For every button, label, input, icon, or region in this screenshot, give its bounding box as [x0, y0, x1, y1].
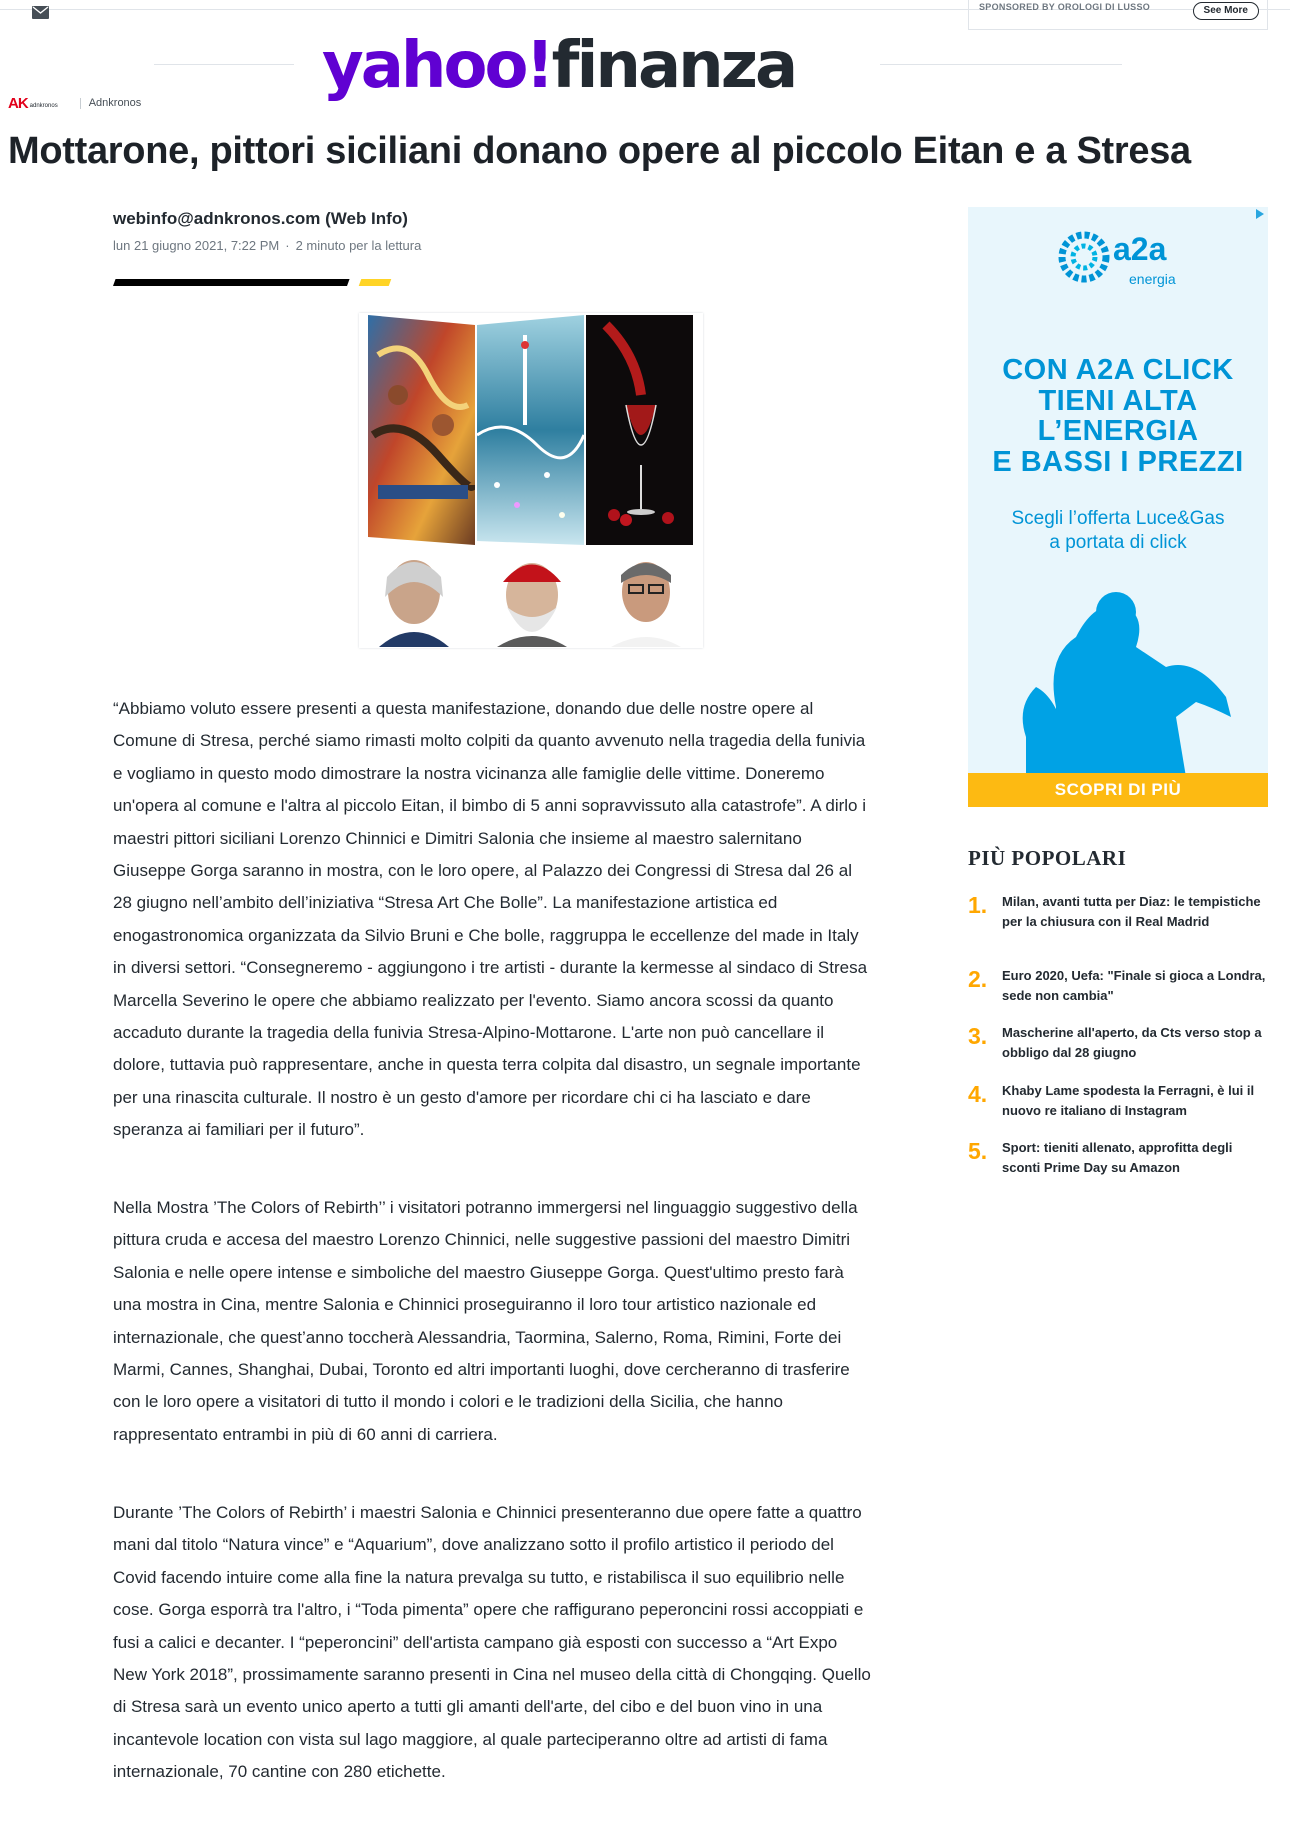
paragraph-text: Durante ’The Colors of Rebirth’ i maestri Salonia e Chinnici presenteranno due opere fatte a quattro mani dal titolo “Natura vince” e “Aquarium”, dove analizzano sotto il profilo artistico il periodo del Covid facendo intuire come alla fine la natura prevalga su tutto, e ristabilisca il suo equilibrio nelle cose. Gorga esporrà tra l'altro, i “Toda pimenta” opere che raffigurano peperoncini rossi accoppiati e fusi a calici e decanter. I “peperoncini” dell'artista campano già esposti con successo a “Art Expo New York 2018”, prossimamente saranno presenti in Cina nel museo della città di Chongqing. Quello di Stresa sarà un evento unico aperto a tutti gli amanti dell'arte, del cibo e del buon vino in una incantevole location con vista sul lago maggiore, al quale parteciperanno oltre ad artisti di fama internazionale, 70 cantine con 280 etichette. [113, 1503, 871, 1782]
logo-rule-right [880, 64, 1122, 65]
article-date: lun 21 giugno 2021, 7:22 PM [113, 238, 280, 253]
popular-title: PIÙ POPOLARI [968, 846, 1127, 870]
paragraph-text: Nella Mostra ’The Colors of Rebirth’’ i visitatori potranno immergersi nel linguaggio suggestivo della pittura cruda e accesa del maestro Lorenzo Chinnici, nelle suggestive passioni del maestro Dimitri Salonia e nelle opere intense e simboliche del maestro Giuseppe Gorga. Quest'ultimo presto farà una mostra in Cina, mentre Salonia e Chinnici proseguiranno il loro tour artistico nazionale ed internazionale, che quest’anno toccherà Alessandria, Taormina, Salerno, Roma, Rimini, Forte dei Marmi, Cannes, Shanghai, Dubai, Toronto ed altri importanti luoghi, dove cercheranno di trasferire con le loro opere a visitatori di tutto il mondo i colori e le tradizioni della Sicilia, che hanno rappresentato entrambi in più di 60 anni di carriera. [113, 1198, 858, 1444]
portrait-artist-1 [369, 547, 459, 647]
ad-headline-line: E BASSI I PREZZI [992, 445, 1244, 478]
adnkronos-logo-word: adnkronos [29, 102, 58, 109]
a2a-brand-sub: energia [1129, 271, 1176, 287]
article-source [8, 96, 141, 110]
popular-item-link[interactable]: Milan, avanti tutta per Diaz: le tempistiche per la chiusura con il Real Madrid [1002, 894, 1261, 929]
article-headline: Mottarone, pittori siciliani donano opere al piccolo Eitan e a Stresa [8, 130, 1191, 172]
ad-headline-line: L’ENERGIA [1037, 415, 1199, 447]
popular-item-link[interactable]: Sport: tieniti allenato, approfitta degli sconti Prime Day su Amazon [1002, 1140, 1233, 1175]
a2a-logo [1048, 227, 1198, 287]
popular-item-number: 4. [968, 1081, 988, 1107]
popular-item-number: 2. [968, 966, 988, 992]
ad-headline-line: CON A2A CLICK [1002, 354, 1234, 386]
paragraph-text: “Abbiamo voluto essere presenti a questa manifestazione, donando due delle nostre opere al Comune di Stresa, perché siamo rimasti molto colpiti da quanto avvenuto nella tragedia della funivia e vogliamo in questo modo dimostrare la nostra vicinanza alle famiglie delle vittime. Doneremo un'opera al comune e l'altra al piccolo Eitan, il bimbo di 5 anni sopravvissuto alla catastrofe”. A dirlo i maestri pittori siciliani Lorenzo Chinnici e Dimitri Salonia che insieme al maestro salernitano Giuseppe Gorga saranno in mostra, con le loro opere, al Palazzo dei Congressi di Stresa dal 26 al 28 giugno nell’ambito dell’iniziativa “Stresa Art Che Bolle”. La manifestazione artistica ed enogastronomica organizzata da Silvio Bruni e Che bolle, raggruppa le eccellenze del made in Italy in diversi settori. “Consegneremo - aggiungono i tre artisti - durante la kermesse al sindaco di Stresa Marcella Severino le opere che abbiamo realizzato per l'evento. Siamo ancora scossi da quanto accaduto durante la tragedia della funivia Stresa-Alpino-Mottarone. L'arte non può cancellare il dolore, tuttavia può rappresentare, anche in questa terra colpita dal disastro, un segnale importante per una rinascita culturale. Il nostro è un gesto d'amore per ricordare chi ci ha lasciato e dare speranza ai familiari per il futuro”. [113, 699, 868, 1140]
sponsored-banner[interactable] [968, 0, 1268, 30]
logo-finanza: finanza [551, 29, 796, 103]
popular-item-number: 5. [968, 1138, 988, 1164]
adnkronos-logo[interactable] [8, 95, 58, 112]
painting-sea [477, 315, 584, 545]
article-paragraph-2 [113, 1192, 873, 1451]
a2a-logo-icon [1058, 231, 1110, 283]
article-paragraph-3 [113, 1497, 873, 1789]
source-name[interactable]: Adnkronos [88, 97, 142, 109]
adnkronos-logo-mark: AK [8, 94, 28, 112]
sponsor-text: SPONSORED BY OROLOGI DI LUSSO [979, 2, 1151, 12]
article-image[interactable] [359, 313, 703, 648]
byline-rule-yellow [359, 279, 392, 286]
ad-cta-button[interactable]: SCOPRI DI PIÙ [968, 773, 1268, 807]
a2a-brand: a2a [1113, 231, 1167, 267]
popular-item-number: 3. [968, 1023, 988, 1049]
painting-wine-glass [586, 315, 693, 545]
ad-sub-line: Scegli l’offerta Luce&Gas [1011, 508, 1225, 529]
a2a-advertisement[interactable] [968, 207, 1268, 807]
article-paragraph-1 [113, 693, 873, 1147]
portrait-artist-3 [601, 547, 691, 647]
ad-subtext [968, 507, 1268, 555]
painting-fishermen [368, 315, 475, 545]
popular-item-number: 1. [968, 892, 988, 918]
logo-yahoo: yahoo! [322, 29, 552, 103]
ad-headline [968, 355, 1268, 477]
ad-choices-icon[interactable] [1256, 209, 1264, 219]
mail-icon[interactable] [32, 6, 49, 19]
article-meta [113, 238, 421, 253]
meta-separator: · [285, 238, 290, 253]
ad-sub-line: a portata di click [1049, 532, 1187, 553]
logo-rule-left [154, 64, 294, 65]
popular-item-link[interactable]: Euro 2020, Uefa: "Finale si gioca a Londra, sede non cambia" [1002, 968, 1266, 1003]
article-read-time: 2 minuto per la lettura [295, 238, 422, 253]
popular-item-link[interactable]: Khaby Lame spodesta la Ferragni, è lui il nuovo re italiano di Instagram [1002, 1083, 1255, 1118]
article-author: webinfo@adnkronos.com (Web Info) [113, 209, 408, 228]
see-more-button[interactable]: See More [1193, 2, 1259, 20]
byline-rule-black [113, 279, 350, 286]
ad-headline-line: TIENI ALTA [1038, 384, 1198, 417]
yahoo-finanza-logo[interactable] [322, 29, 796, 103]
portrait-artist-2 [487, 547, 577, 647]
popular-item-link[interactable]: Mascherine all'aperto, da Cts verso stop a obbligo dal 28 giugno [1002, 1025, 1262, 1060]
dancing-couple-illustration [996, 587, 1256, 777]
source-divider [80, 98, 81, 109]
